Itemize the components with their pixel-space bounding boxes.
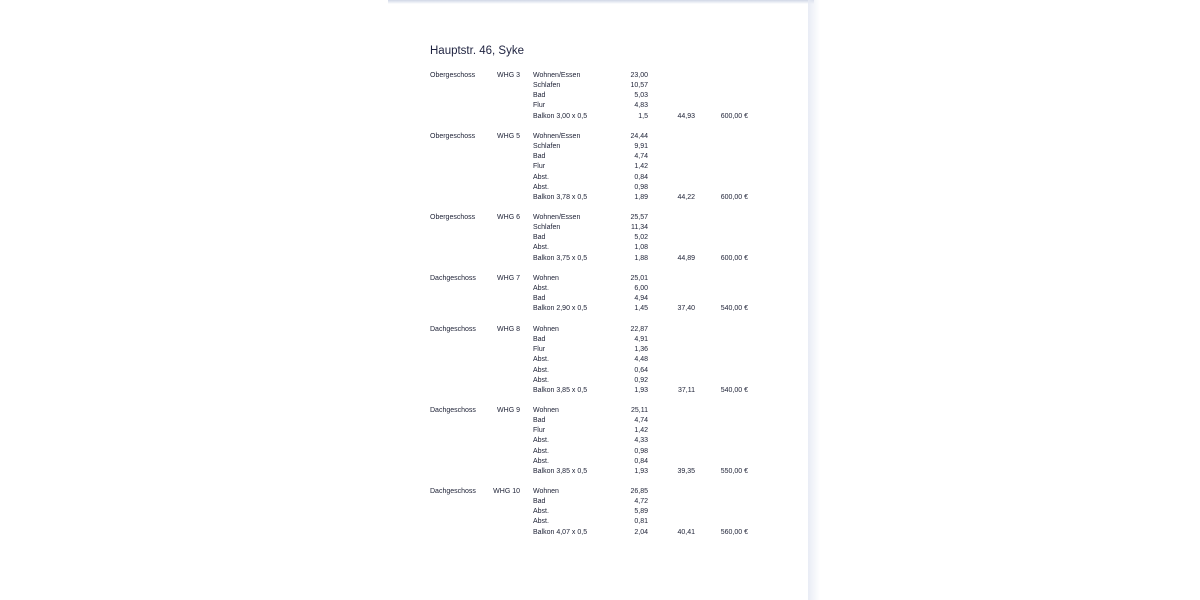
room-name: Abst.	[533, 285, 549, 293]
unit-rent: 540,00 €	[720, 305, 748, 313]
unit-label: WHG 5	[497, 133, 520, 140]
unit-label: WHG 9	[497, 407, 520, 414]
room-name: Bad	[533, 234, 546, 242]
room-area: 1,36	[634, 346, 648, 354]
room-area: 1,93	[634, 467, 648, 475]
room-name: Abst.	[533, 457, 549, 465]
unit-label: WHG 8	[497, 326, 520, 333]
room-name: Abst.	[533, 356, 549, 364]
room-name: Schlafen	[533, 82, 561, 90]
room-name: Wohnen	[533, 326, 559, 333]
scan-shadow-top	[388, 0, 814, 4]
floor-label: Obergeschoss	[430, 214, 476, 221]
room-area: 0,92	[634, 376, 648, 384]
unit-total-area: 44,22	[677, 193, 695, 201]
unit-rent: 560,00 €	[720, 528, 748, 536]
room-area: 0,84	[634, 457, 648, 465]
room-area: 5,03	[634, 92, 648, 100]
room-area: 5,89	[634, 508, 648, 516]
room-area: 0,84	[634, 173, 648, 181]
floor-label: Dachgeschoss	[430, 488, 476, 495]
unit-total-area: 44,89	[677, 254, 695, 262]
scan-shadow-edge	[808, 0, 820, 600]
room-name: Flur	[533, 102, 546, 110]
room-name: Wohnen/Essen	[533, 214, 581, 221]
room-name: Bad	[533, 92, 546, 100]
unit-rent: 540,00 €	[720, 386, 748, 394]
room-name: Balkon 3,85 x 0,5	[533, 386, 588, 394]
room-name: Abst.	[533, 183, 549, 191]
room-area: 1,42	[634, 163, 648, 171]
unit-rent: 600,00 €	[720, 193, 748, 201]
room-area: 0,98	[634, 447, 648, 455]
room-name: Bad	[533, 417, 546, 425]
room-name: Bad	[533, 153, 546, 161]
room-name: Balkon 3,85 x 0,5	[533, 467, 588, 475]
room-name: Bad	[533, 295, 546, 303]
unit-total-area: 37,40	[677, 305, 695, 313]
unit-total-area: 40,41	[677, 528, 695, 536]
room-area: 4,48	[634, 356, 648, 364]
room-area: 4,74	[634, 153, 648, 161]
room-area: 26,85	[630, 488, 648, 495]
room-name: Abst.	[533, 244, 549, 252]
room-name: Abst.	[533, 376, 549, 384]
unit-total-area: 37,11	[678, 386, 695, 394]
room-area: 0,98	[634, 183, 648, 191]
unit-rent: 600,00 €	[720, 112, 748, 120]
room-area: 23,00	[630, 72, 648, 79]
room-name: Flur	[533, 346, 546, 354]
room-area: 1,89	[634, 193, 648, 201]
floor-label: Obergeschoss	[430, 72, 476, 79]
floor-label: Dachgeschoss	[430, 326, 476, 333]
room-name: Abst.	[533, 366, 549, 374]
unit-rent: 600,00 €	[720, 254, 748, 262]
floor-label: Obergeschoss	[430, 133, 476, 140]
room-area: 4,91	[634, 336, 648, 344]
room-area: 2,04	[634, 528, 648, 536]
room-name: Bad	[533, 336, 546, 344]
room-name: Balkon 3,78 x 0,5	[533, 193, 588, 201]
room-name: Abst.	[533, 518, 549, 526]
room-area: 4,83	[634, 102, 648, 110]
room-area: 1,08	[634, 244, 648, 252]
room-area: 1,5	[638, 112, 648, 120]
room-area: 4,33	[634, 437, 648, 445]
room-area: 22,87	[630, 326, 648, 333]
room-area: 1,45	[634, 305, 648, 313]
room-area: 24,44	[630, 133, 648, 140]
room-name: Abst.	[533, 447, 549, 455]
room-area: 4,74	[634, 417, 648, 425]
unit-label: WHG 10	[493, 488, 520, 495]
unit-total-area: 39,35	[677, 467, 695, 475]
room-name: Bad	[533, 498, 546, 506]
room-name: Wohnen	[533, 275, 559, 282]
room-area: 5,02	[634, 234, 648, 242]
room-area: 25,01	[630, 275, 648, 282]
floor-label: Dachgeschoss	[430, 407, 476, 414]
room-name: Flur	[533, 163, 546, 171]
floor-label: Dachgeschoss	[430, 275, 476, 282]
room-area: 1,93	[634, 386, 648, 394]
room-name: Wohnen	[533, 488, 559, 495]
unit-total-area: 44,93	[677, 112, 695, 120]
room-name: Schlafen	[533, 224, 561, 232]
room-area: 9,91	[634, 143, 648, 151]
room-area: 6,00	[634, 285, 648, 293]
unit-rent: 550,00 €	[720, 467, 748, 475]
room-area: 25,11	[631, 407, 648, 414]
room-area: 0,64	[634, 366, 648, 374]
unit-label: WHG 7	[497, 275, 520, 282]
room-name: Balkon 4,07 x 0,5	[533, 528, 588, 536]
room-name: Flur	[533, 427, 546, 435]
room-area: 4,94	[634, 295, 648, 303]
room-area: 0,81	[634, 518, 648, 526]
room-name: Balkon 3,00 x 0,5	[533, 112, 588, 120]
room-name: Balkon 2,90 x 0,5	[533, 305, 588, 313]
room-area: 4,72	[634, 498, 648, 506]
room-area: 1,88	[634, 254, 648, 262]
room-area: 1,42	[634, 427, 648, 435]
room-name: Wohnen/Essen	[533, 133, 581, 140]
room-area: 25,57	[630, 214, 648, 221]
room-area: 10,57	[630, 82, 648, 90]
room-name: Abst.	[533, 437, 549, 445]
unit-label: WHG 6	[497, 214, 520, 221]
room-name: Wohnen/Essen	[533, 72, 581, 79]
room-name: Abst.	[533, 173, 549, 181]
room-name: Wohnen	[533, 407, 559, 414]
unit-label: WHG 3	[497, 72, 520, 79]
room-area: 11,34	[631, 224, 648, 232]
room-name: Abst.	[533, 508, 549, 516]
room-name: Balkon 3,75 x 0,5	[533, 254, 588, 262]
room-name: Schlafen	[533, 143, 561, 151]
document-title: Hauptstr. 46, Syke	[430, 45, 524, 57]
